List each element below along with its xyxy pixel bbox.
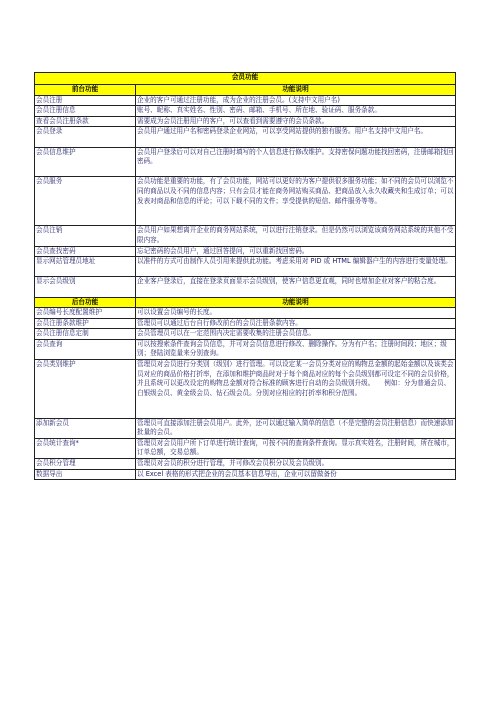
feature-name: 添加新会员 xyxy=(35,418,136,438)
table-row xyxy=(35,116,456,127)
table-row xyxy=(35,438,456,458)
feature-name: 会员注册信息 xyxy=(35,106,136,117)
section-header-row xyxy=(35,85,456,96)
feature-name: 会员查找密码 xyxy=(35,246,136,257)
table-row xyxy=(35,106,456,117)
table-row xyxy=(35,459,456,470)
feature-name: 会员类别维护 xyxy=(35,360,136,419)
member-function-table xyxy=(34,72,456,480)
feature-description: 会员用户登录后可以对自己注册时填写的个人信息进行修改维护。支持密保问题功能找回密码，注册邮箱找回密码。 xyxy=(136,147,456,177)
feature-description: 管理员可以通过后台自行修改前台的会员注册条款内容。 xyxy=(136,318,456,329)
feature-name: 显示会员级别 xyxy=(35,277,136,297)
feature-description: 会员管理员可以在一定范围内决定需要收集的注册会员信息。 xyxy=(136,329,456,340)
table-row xyxy=(35,418,456,438)
section-title: 后台功能 xyxy=(35,297,136,308)
section-title: 前台功能 xyxy=(35,85,136,96)
feature-description: 以准件的方式可由制作人员引用来提供此功能。考虑采用对 PID 或 HTML 编辑器户生的内容进行变量处理。 xyxy=(136,257,456,277)
feature-name: 会员注销 xyxy=(35,226,136,246)
feature-name: 会员积分管理 xyxy=(35,459,136,470)
table-row xyxy=(35,95,456,106)
feature-description: 企业客户登录后，直接在登录页面显示会员级别，使客户信息更直观，同时也增加企业对客户的粘合度。 xyxy=(136,277,456,297)
section-header-row xyxy=(35,297,456,308)
feature-name: 会员服务 xyxy=(35,177,136,226)
table-row xyxy=(35,246,456,257)
feature-description: 需要成为会员注册用户的客户，可以查看到需要遵守的会员条款。 xyxy=(136,116,456,127)
table-row xyxy=(35,226,456,246)
section-desc-header: 功能说明 xyxy=(136,297,456,308)
feature-description: 账号、昵称、真实姓名、性别、密码、邮箱、手机号、所在地、验证码、服务条款。 xyxy=(136,106,456,117)
feature-description: 管理员对会员用户所下订单进行统计查询，可按不同的查询条件查询。显示真实姓名，注册时间，所在城市，订单总额，交易总额。 xyxy=(136,438,456,458)
section-desc-header: 功能说明 xyxy=(136,85,456,96)
feature-name: 会员登录 xyxy=(35,127,136,147)
table-row xyxy=(35,329,456,340)
feature-description: 会员用户如果想离开企业的商务网站系统，可以进行注销登录。但是仍然可以浏览该商务网站系统的其他不受限内容。 xyxy=(136,226,456,246)
feature-name: 会员信息维护 xyxy=(35,147,136,177)
table-title: 会员功能 xyxy=(35,73,456,85)
feature-name: 会员编号长度配置维护 xyxy=(35,308,136,319)
feature-description: 会员用户通过用户名和密码登录企业网站，可以享受网站提供的独有服务。用户名支持中文用户名。 xyxy=(136,127,456,147)
feature-description: 管理员可直接添加注册会员用户。此外，还可以通过输入简单的信息（不是完整的会员注册信息）而快速添加批量的会员。 xyxy=(136,418,456,438)
table-row xyxy=(35,277,456,297)
feature-name: 会员注册信息定制 xyxy=(35,329,136,340)
table-title-row xyxy=(35,73,456,85)
feature-description: 企业的客户可通过注册功能，成为企业的注册会员。(支持中文用户名) xyxy=(136,95,456,106)
feature-description: 可以按搜索条件查询会员信息，并可对会员信息进行修改、删除操作。分为有户名；注册时间段；地区；级别；登陆浏览量来分别查询。 xyxy=(136,339,456,359)
table-row xyxy=(35,318,456,329)
table-row xyxy=(35,147,456,177)
feature-name: 会员统计查询* xyxy=(35,438,136,458)
table-row xyxy=(35,177,456,226)
table-row xyxy=(35,360,456,419)
feature-description: 可以设置会员编号的长度。 xyxy=(136,308,456,319)
feature-description: 会员功能是重要的功能，有了会员功能，网站可以更好的为客户提供很多服务功能；如不同的会员可以浏览不同的商品以及不同的信息内容；只有会员才能在商务网站购买商品、把商品放入永久收藏夹和生成订单；可以发表对商品和信息的评论；可以下载不同的文件；享受提供的短信、邮件服务等等。 xyxy=(136,177,456,226)
feature-name: 数据导出 xyxy=(35,469,136,480)
table-row xyxy=(35,308,456,319)
feature-name: 会员注册条款维护 xyxy=(35,318,136,329)
feature-name: 会员注册 xyxy=(35,95,136,106)
feature-description: 以 Excel 表格的形式把企业的会员基本信息导出，企业可以留做备份 xyxy=(136,469,456,480)
table-row xyxy=(35,469,456,480)
table-row xyxy=(35,257,456,277)
feature-name: 查看会员注册条款 xyxy=(35,116,136,127)
feature-description: 忘记密码的会员用户，通过回答提问，可以重新找回密码。 xyxy=(136,246,456,257)
feature-description: 管理员对会员进行分类别（级别）进行管理。可以设定某一会员分类对应的购物总金额的起始金额以及该类会员对应的商品价格打折率，在添加和维护商品时对于每个商品对应的每个会员级别都可设定不同的会员价格，并且系统可以更改设定的购物总金额对符合标准的顾客进行自动的会员级别升级。 例如：分为普通会员、白银级会员、黄金级会员、钻石级会员。分别对应相应的打折率和积分范围。 xyxy=(136,360,456,419)
feature-name: 会员查询 xyxy=(35,339,136,359)
table-row xyxy=(35,127,456,147)
feature-description: 管理员对会员的积分进行管理，并可修改会员积分以及会员级别。 xyxy=(136,459,456,470)
table-row xyxy=(35,339,456,359)
feature-name: 显示网站管理员地址 xyxy=(35,257,136,277)
